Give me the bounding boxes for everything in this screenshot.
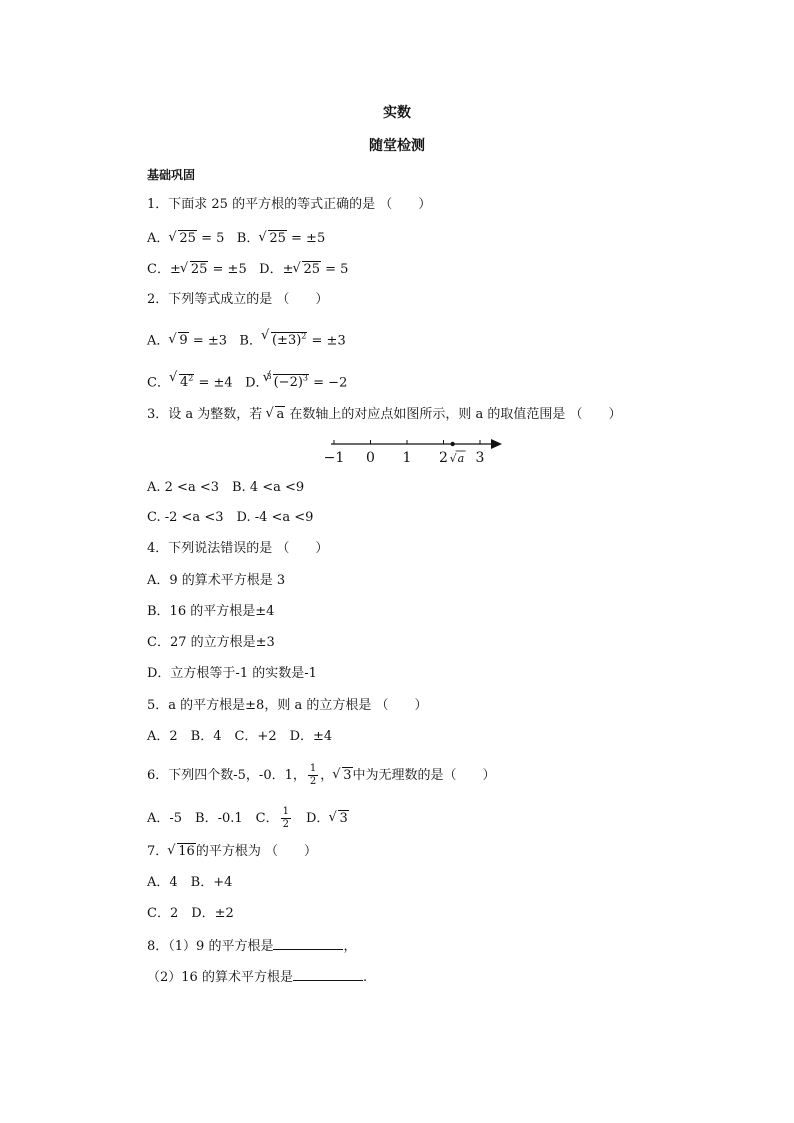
- q3-options-ab: A. 2 <a <3 B. 4 <a <9: [147, 480, 305, 495]
- q8-blank-1[interactable]: [273, 937, 343, 950]
- q6-options: A．-5 B．-0.1 C． $\frac{1}{2}$ D．√ 3: [147, 806, 349, 831]
- q4-option-c: C．27 的立方根是±3: [147, 635, 275, 650]
- q3-stem: 3．设 a 为整数，若 √ a 在数轴上的对应点如图所示，则 a 的取值范围是 （ ）: [147, 407, 622, 423]
- q7-options-cd: C．2 D．±2: [147, 906, 234, 921]
- q4-option-d: D．立方根等于-1 的实数是-1: [147, 666, 317, 681]
- number-line-tick-label: 2: [439, 450, 448, 466]
- q2-stem: 2．下列等式成立的是 （ ）: [147, 292, 329, 307]
- q6-fraction: $\frac{1}{2}$: [309, 763, 317, 787]
- svg-text:√: √: [449, 452, 457, 465]
- q1-options-cd: C．±√ 25 = ±5 D．±√ 25 = 5: [147, 262, 348, 278]
- q3-options-cd: C. -2 <a <3 D. -4 <a <9: [147, 510, 314, 525]
- q1-stem: 1．下面求 25 的平方根的等式正确的是 （ ）: [147, 197, 432, 212]
- q5-options: A．2 B．4 C．+2 D．±4: [147, 729, 333, 744]
- q4-stem: 4．下列说法错误的是 （ ）: [147, 541, 329, 556]
- number-line-figure: [0, 430, 794, 500]
- q7-stem: 7．√ 16的平方根为 （ ）: [147, 844, 317, 860]
- q6-stem: 6．下列四个数-5，-0．1， $\frac{1}{2}$ ，√ 3中为无理数的是（ ）: [147, 763, 496, 788]
- q4-option-a: A．9 的算术平方根是 3: [147, 573, 286, 588]
- number-line-tick-label: 3: [475, 450, 485, 466]
- number-line-tick-label: −1: [323, 450, 345, 466]
- sqrt-a-point: [450, 442, 454, 446]
- page-title: 实数: [383, 105, 411, 121]
- q6-option-fraction: $\frac{1}{2}$: [282, 806, 289, 830]
- q8-part2: （2）16 的算术平方根是 .: [147, 970, 368, 985]
- page-subtitle: 随堂检测: [369, 138, 425, 154]
- q2-options-cd: C．√ $4^2 = \pm 4$ D．$^3$√ $(-2)^3 = -2$: [147, 371, 347, 392]
- svg-text:a: a: [457, 452, 465, 465]
- sqrt-a-label: [450, 451, 466, 465]
- q8-blank-2[interactable]: [293, 968, 363, 981]
- number-line-tick-label: 1: [402, 450, 412, 466]
- q2-options-ab: A．√ 9 = ±3 B．√ $(\pm 3)^2 = \pm 3$: [147, 329, 346, 349]
- q7-options-ab: A．4 B．+4: [147, 875, 233, 890]
- q8-part1: 8．（1）9 的平方根是 ，: [147, 939, 357, 954]
- q4-option-b: B．16 的平方根是±4: [147, 604, 275, 619]
- q5-stem: 5．a 的平方根是±8，则 a 的立方根是 （ ）: [147, 698, 428, 713]
- number-line-tick-label: 0: [366, 450, 375, 466]
- number-line-arrow: [491, 439, 502, 449]
- section-heading: 基础巩固: [147, 168, 196, 182]
- q1-options-ab: A．√ 25 = 5 B．√ 25 = ±5: [147, 231, 325, 247]
